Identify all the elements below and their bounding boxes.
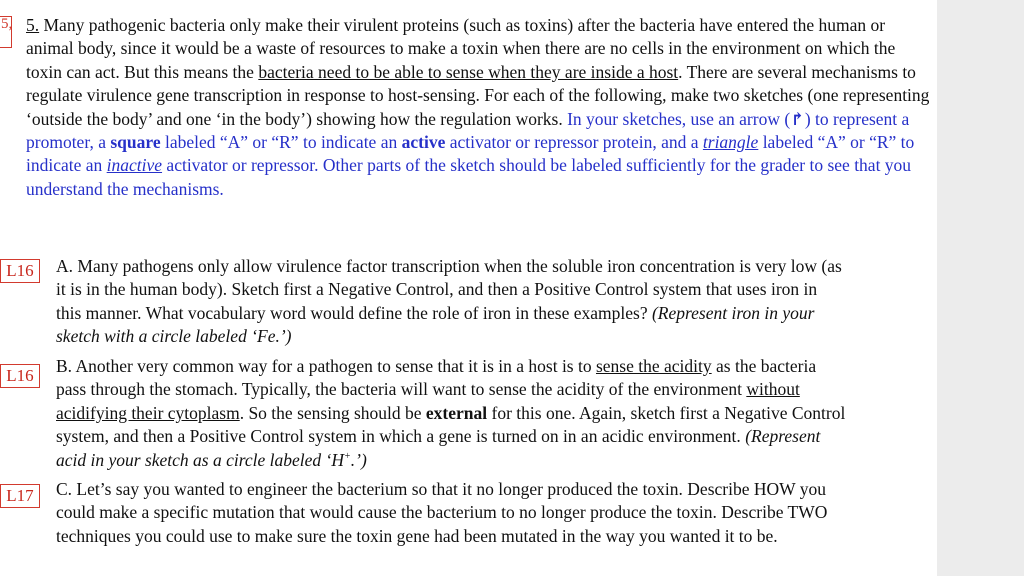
part-b-underline-1: sense the acidity	[595, 356, 712, 376]
active-word: active	[401, 132, 446, 153]
question-number: 5.	[26, 15, 40, 35]
promoter-arrow-icon: ↱	[790, 108, 805, 129]
part-a-italic: (Represent iron in your sketch with a circle labeled ‘Fe.’)	[56, 302, 815, 347]
question-5-text	[26, 14, 931, 201]
lecture-label-b: L16	[0, 364, 40, 388]
square-word: square	[110, 132, 161, 153]
lecture-label-c: L17	[0, 484, 40, 508]
part-b-sup: +	[344, 450, 351, 462]
intro-text-1: Many pathogenic bacteria only make their virulent proteins (such as toxins) after the bacteria have entered the human or animal body, since it would be a waste of resources to make a toxin when there are no cells in the environment on which the toxin can act. But this means the	[26, 15, 896, 82]
right-gray-panel	[937, 0, 1024, 576]
part-c-text	[56, 478, 846, 548]
triangle-word: triangle	[702, 132, 759, 153]
instr-text-6: activator or repressor. Other parts of the sketch should be labeled sufficiently for the grader to see that you understand the mechanisms.	[26, 155, 912, 199]
part-c-body: C. Let’s say you wanted to engineer the bacterium so that it no longer produced the toxin. Describe HOW you could make a specific mutation that would cause the bacterium to no longer produce the toxin. Describe TWO techniques you could use to make sure the toxin gene had been mutated in the way you wanted it to be.	[56, 479, 828, 546]
inactive-word: inactive	[106, 155, 163, 176]
instr-text-3: labeled “A” or “R” to indicate an	[160, 132, 402, 153]
part-b-body-2: as the bacteria pass through the stomach. Typically, the bacteria will want to sense the acidity of the environment	[56, 356, 817, 400]
part-a-text	[56, 255, 846, 349]
part-b-underline-2: without acidifying their cytoplasm	[56, 379, 800, 423]
intro-text-2: . There are several mechanisms to regulate virulence gene transcription in response to host-sensing. For each of the following, make two sketches (one representing ‘outside the body’ and one ‘in the body’) showing how the regulation works.	[26, 61, 930, 129]
part-b-text	[56, 355, 846, 472]
instr-text-1: In your sketches, use an arrow (	[567, 108, 791, 129]
lecture-label-a: L16	[0, 259, 40, 283]
intro-underline: bacteria need to be able to sense when they are inside a host	[258, 61, 679, 82]
part-b-body-3: . So the sensing should be	[239, 402, 426, 423]
part-b-italic-1: (Represent acid in your sketch as a circle labeled ‘H	[56, 426, 821, 470]
instr-text-5: labeled “A” or “R” to indicate an	[26, 132, 915, 176]
margin-marker: 5,	[0, 16, 12, 48]
part-b-body-1: B. Another very common way for a pathogen to sense that it is in a host is to	[56, 356, 596, 376]
part-b-bold: external	[425, 402, 488, 423]
part-b-body-4: for this one. Again, sketch first a Negative Control system, and then a Positive Control system in which a gene is turned on in an acidic environment.	[56, 402, 846, 447]
part-b-italic-2: .’)	[350, 449, 367, 470]
part-a-body: A. Many pathogens only allow virulence factor transcription when the soluble iron concentration is very low (as it is in the human body). Sketch first a Negative Control, and then a Positive Control system that uses iron in this manner. What vocabulary word would define the role of iron in these examples?	[56, 256, 842, 323]
instr-text-2: ) to represent a promoter, a	[26, 108, 910, 153]
instr-text-4: activator or repressor protein, and a	[445, 132, 703, 153]
